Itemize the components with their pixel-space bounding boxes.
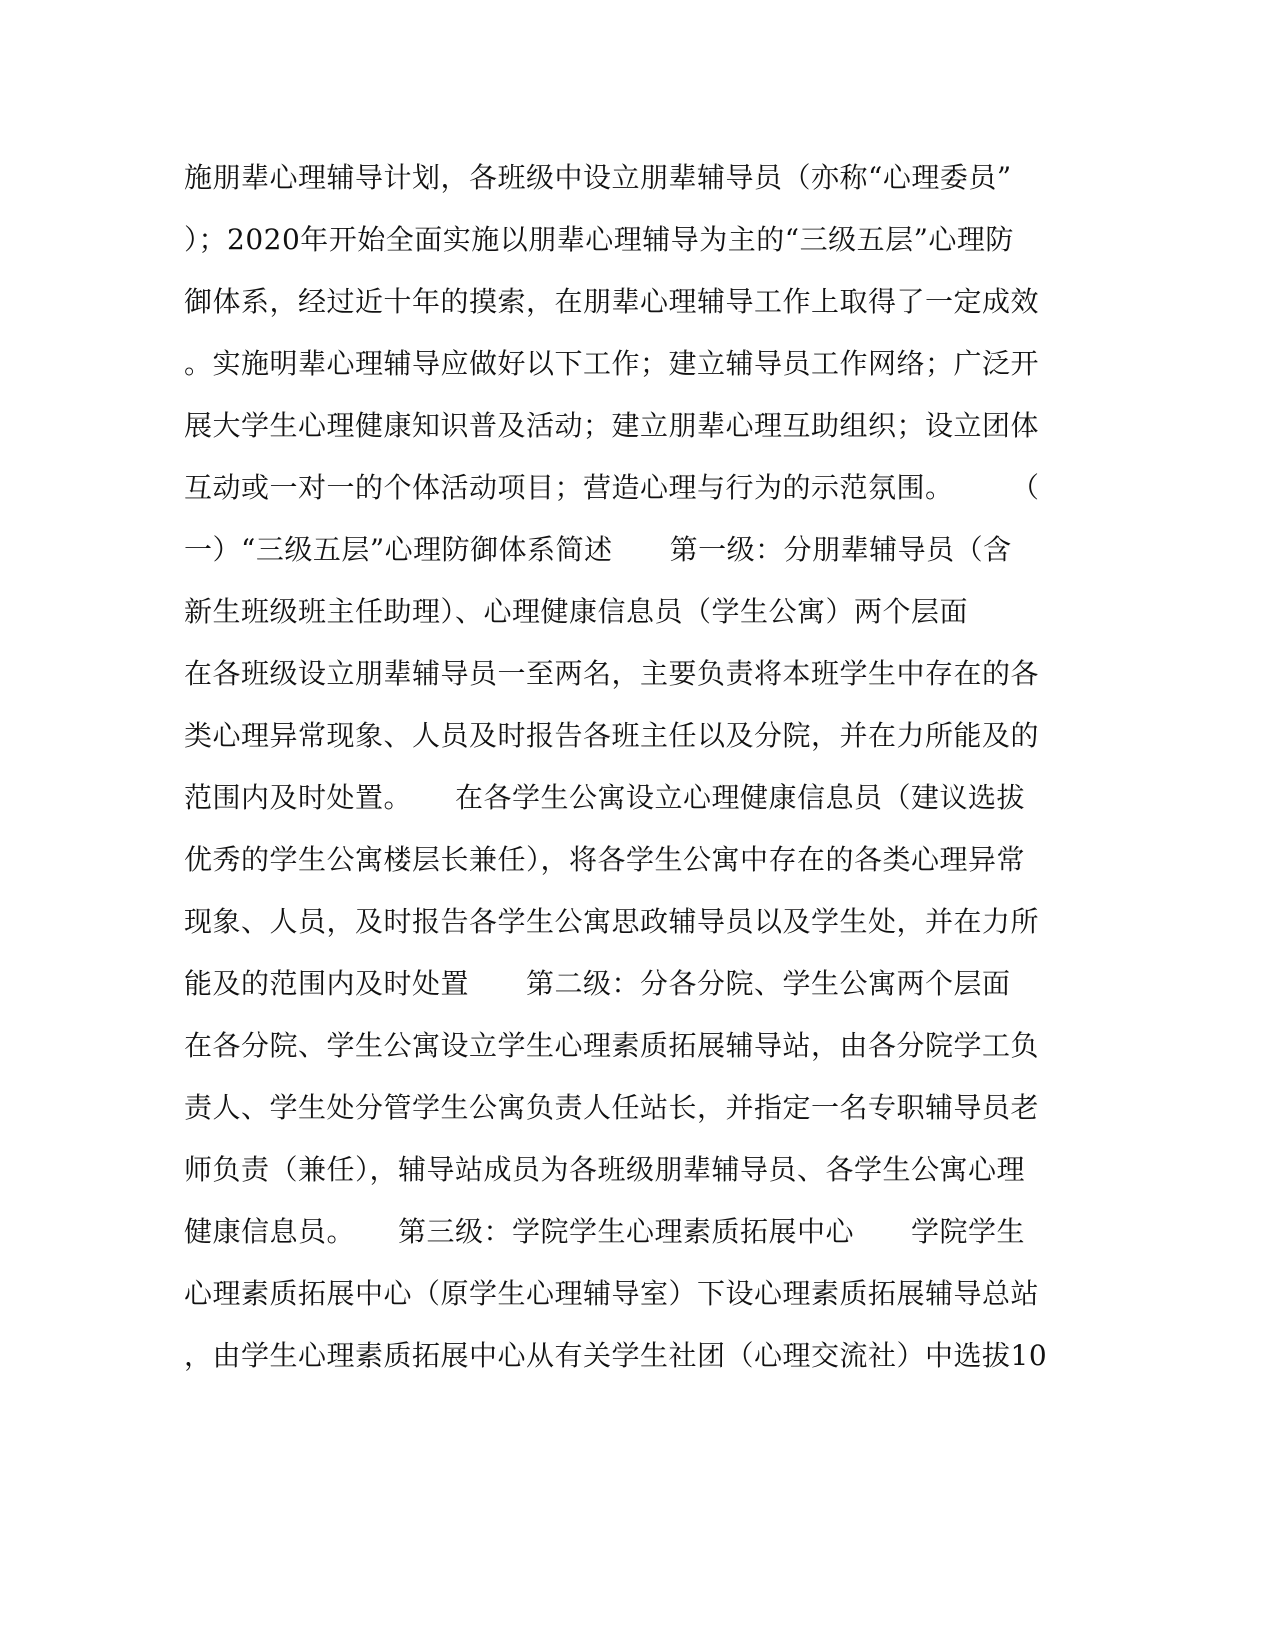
text-line: 师负责（兼任），辅导站成员为各班级朋辈辅导员、各学生公寓心理	[184, 1153, 1026, 1186]
text-line: 范围内及时处置。 在各学生公寓设立心理健康信息员（建议选拔	[184, 781, 1026, 814]
text-line: 新生班级班主任助理）、心理健康信息员（学生公寓）两个层面	[184, 595, 969, 628]
text-line: 施朋辈心理辅导计划，各班级中设立朋辈辅导员（亦称“心理委员”	[184, 161, 1012, 194]
text-line: 一）“三级五层”心理防御体系简述 第一级：分朋辈辅导员（含	[184, 533, 1012, 566]
text-line: 在各班级设立朋辈辅导员一至两名，主要负责将本班学生中存在的各	[184, 657, 1040, 690]
body-text	[184, 156, 1048, 1396]
text-line: 。实施明辈心理辅导应做好以下工作；建立辅导员工作网络；广泛开	[184, 347, 1040, 380]
text-line: 责人、学生处分管学生公寓负责人任站长，并指定一名专职辅导员老	[184, 1091, 1040, 1124]
text-line: ）；2020年开始全面实施以朋辈心理辅导为主的“三级五层”心理防	[184, 223, 1014, 256]
text-line: ，由学生心理素质拓展中心从有关学生社团（心理交流社）中选拔10	[184, 1339, 1048, 1372]
text-line: 互动或一对一的个体活动项目；营造心理与行为的示范氛围。 （	[184, 471, 1040, 504]
text-line: 健康信息员。 第三级：学院学生心理素质拓展中心 学院学生	[184, 1215, 1026, 1248]
text-line: 在各分院、学生公寓设立学生心理素质拓展辅导站，由各分院学工负	[184, 1029, 1040, 1062]
text-line: 类心理异常现象、人员及时报告各班主任以及分院，并在力所能及的	[184, 719, 1040, 752]
text-line: 御体系，经过近十年的摸索，在朋辈心理辅导工作上取得了一定成效	[184, 285, 1040, 318]
text-line: 优秀的学生公寓楼层长兼任），将各学生公寓中存在的各类心理异常	[184, 843, 1026, 876]
text-line: 展大学生心理健康知识普及活动；建立朋辈心理互助组织；设立团体	[184, 409, 1040, 442]
text-line: 能及的范围内及时处置 第二级：分各分院、学生公寓两个层面	[184, 967, 1011, 1000]
text-line: 心理素质拓展中心（原学生心理辅导室）下设心理素质拓展辅导总站	[184, 1277, 1040, 1310]
text-line: 现象、人员，及时报告各学生公寓思政辅导员以及学生处，并在力所	[184, 905, 1040, 938]
